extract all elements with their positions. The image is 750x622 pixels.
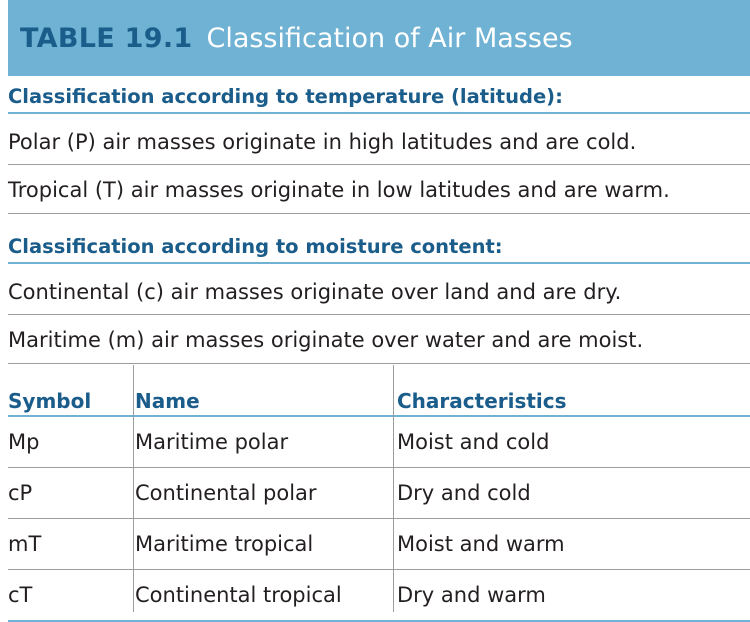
symbol-cell: Mp	[8, 430, 40, 454]
temperature-line-polar: Polar (P) air masses originate in high latitudes and are cold.	[8, 120, 750, 165]
column-header-symbol: Symbol	[8, 389, 92, 413]
column-header-row	[8, 365, 750, 417]
column-divider-1	[133, 365, 134, 612]
moisture-line-maritime: Maritime (m) air masses originate over water and are moist.	[8, 316, 750, 364]
table-row	[8, 519, 750, 570]
table-header	[8, 0, 750, 76]
name-cell: Continental tropical	[135, 583, 342, 607]
name-cell: Maritime tropical	[135, 532, 314, 556]
characteristics-cell: Dry and cold	[397, 481, 531, 505]
characteristics-cell: Moist and cold	[397, 430, 550, 454]
table-row	[8, 468, 750, 519]
name-cell: Maritime polar	[135, 430, 289, 454]
column-divider-2	[393, 365, 394, 612]
moisture-line-continental: Continental (c) air masses originate over land and are dry.	[8, 270, 750, 315]
classification-grid	[8, 365, 750, 622]
table-title: Classification of Air Masses	[206, 22, 573, 54]
temperature-section-heading: Classification according to temperature (latitude):	[8, 80, 750, 114]
moisture-section-heading: Classification according to moisture content:	[8, 230, 750, 264]
column-header-characteristics: Characteristics	[397, 389, 567, 413]
column-header-name: Name	[135, 389, 200, 413]
symbol-cell: cT	[8, 583, 33, 607]
table-row	[8, 417, 750, 468]
name-cell: Continental polar	[135, 481, 317, 505]
characteristics-cell: Dry and warm	[397, 583, 546, 607]
table-number: TABLE 19.1	[20, 22, 193, 54]
table-row	[8, 570, 750, 622]
temperature-line-tropical: Tropical (T) air masses originate in low latitudes and are warm.	[8, 166, 750, 214]
symbol-cell: mT	[8, 532, 42, 556]
characteristics-cell: Moist and warm	[397, 532, 565, 556]
symbol-cell: cP	[8, 481, 33, 505]
